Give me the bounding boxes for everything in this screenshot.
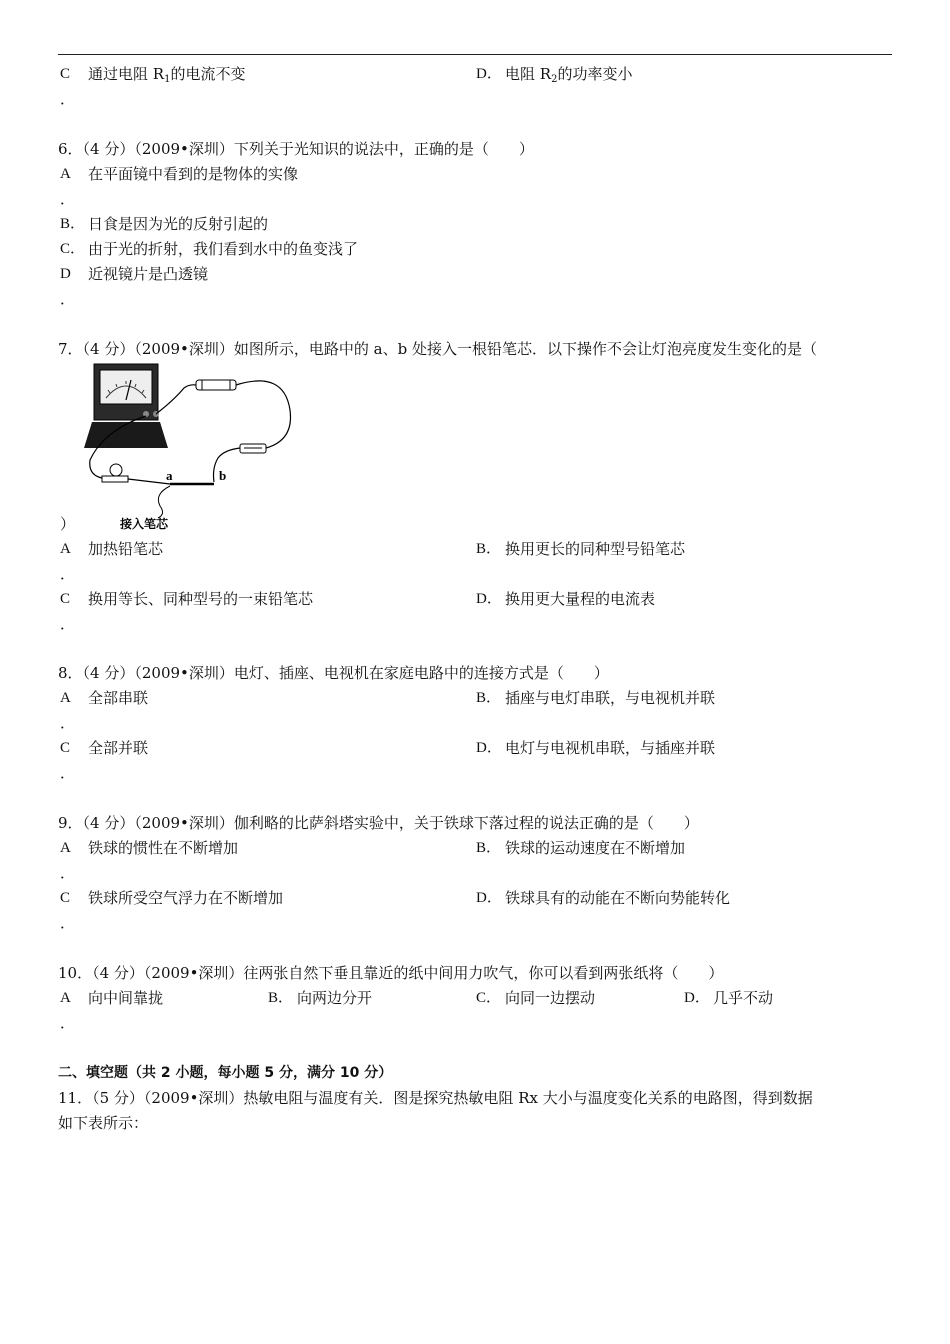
q6-option-d-text: 近视镜片是凸透镜	[88, 265, 209, 283]
q6-option-a-text: 在平面镜中看到的是物体的实像	[88, 165, 299, 183]
q10-option-a-text: 向中间靠拢	[88, 989, 164, 1007]
section-heading: 二、填空题（共 2 小题，每小题 5 分，满分 10 分）	[58, 1065, 393, 1081]
q6-option-a-letter: A	[60, 166, 71, 182]
q9-option-b-letter: B．	[476, 840, 502, 856]
q5-option-c-text: 通过电阻 $R_1$的电流不变	[88, 65, 246, 85]
q6-option-c-text: 由于光的折射，我们看到水中的鱼变浅了	[88, 240, 359, 258]
option-dot: ．	[60, 714, 76, 732]
q7-option-c-letter: C	[60, 591, 71, 607]
q8-option-d-letter: D．	[476, 740, 502, 756]
q8-option-a-letter: A	[60, 690, 71, 706]
q6-option-b-text: 日食是因为光的反射引起的	[88, 215, 269, 233]
q10-option-c-letter: C．	[476, 990, 502, 1006]
q7-option-b-letter: B．	[476, 541, 502, 557]
wire	[214, 448, 241, 482]
q9-option-d-letter: D．	[476, 890, 502, 906]
q6-option-d-letter: D	[60, 266, 71, 282]
bulb-icon	[102, 464, 128, 482]
q5-option-d-letter: D．	[476, 66, 502, 82]
q8-option-a-text: 全部串联	[88, 689, 149, 707]
q7-option-b-text: 换用更长的同种型号铅笔芯	[505, 540, 686, 558]
option-dot: ．	[60, 864, 76, 882]
wire	[128, 479, 170, 484]
q9-option-d-text: 铁球具有的动能在不断向势能转化	[505, 889, 731, 907]
option-dot: ．	[60, 565, 76, 583]
q7-option-d-text: 换用更大量程的电流表	[505, 590, 656, 608]
option-dot: ．	[60, 914, 76, 932]
top-rule	[58, 54, 892, 55]
q7-option-d-letter: D．	[476, 591, 502, 607]
q7-option-a-text: 加热铅笔芯	[88, 540, 164, 558]
q9-option-c-letter: C	[60, 890, 71, 906]
q9-option-a-text: 铁球的惯性在不断增加	[88, 839, 239, 857]
q10-stem: 10．（4 分）（2009•深圳）往两张自然下垂且靠近的纸中间用力吹气，你可以看到两张纸将（ ）	[58, 964, 724, 982]
option-dot: ．	[60, 615, 76, 633]
wire	[236, 381, 291, 448]
q9-option-a-letter: A	[60, 840, 71, 856]
wire	[156, 385, 196, 414]
q8-option-d-text: 电灯与电视机串联，与插座并联	[505, 739, 716, 757]
q6-option-c-letter: C．	[60, 241, 86, 257]
q5-option-d-text: 电阻 $R_2$的功率变小	[505, 65, 633, 85]
q9-option-c-text: 铁球所受空气浮力在不断增加	[88, 889, 284, 907]
option-dot: ．	[60, 190, 76, 208]
q10-option-b-text: 向两边分开	[297, 989, 373, 1007]
q10-option-d-text: 几乎不动	[713, 989, 774, 1007]
q6-stem: 6．（4 分）（2009•深圳）下列关于光知识的说法中，正确的是（ ）	[58, 140, 534, 158]
label-b: b	[219, 468, 227, 483]
q11-stem-line1: 11．（5 分）（2009•深圳）热敏电阻与温度有关．图是探究热敏电阻 Rx 大小与温度变化关系的电路图，得到数据	[58, 1089, 813, 1107]
switch-icon	[240, 444, 266, 453]
resistor-icon	[196, 380, 236, 390]
pointer-line	[158, 486, 170, 518]
q11-stem-line2: 如下表所示：	[58, 1114, 149, 1132]
q7-option-c-text: 换用等长、同种型号的一束铅笔芯	[88, 590, 314, 608]
option-dot: ．	[60, 90, 76, 108]
label-a: a	[166, 468, 173, 483]
q8-option-b-text: 插座与电灯串联，与电视机并联	[505, 689, 716, 707]
q10-option-c-text: 向同一边摆动	[505, 989, 596, 1007]
option-dot: ．	[60, 764, 76, 782]
circuit-figure	[84, 360, 300, 532]
q10-option-b-letter: B．	[268, 990, 294, 1006]
q8-option-c-text: 全部并联	[88, 739, 149, 757]
q5-option-c-letter: C	[60, 66, 71, 82]
q7-option-a-letter: A	[60, 541, 71, 557]
q8-option-c-letter: C	[60, 740, 71, 756]
q10-option-d-letter: D．	[684, 990, 710, 1006]
figure-caption: 接入笔芯	[120, 517, 169, 531]
ammeter-icon	[84, 364, 168, 448]
option-dot: ．	[60, 290, 76, 308]
q9-option-b-text: 铁球的运动速度在不断增加	[505, 839, 686, 857]
q10-option-a-letter: A	[60, 990, 71, 1006]
q8-option-b-letter: B．	[476, 690, 502, 706]
q7-stem-close: ）	[60, 515, 76, 533]
option-dot: ．	[60, 1014, 76, 1032]
q6-option-b-letter: B．	[60, 216, 86, 232]
q9-stem: 9．（4 分）（2009•深圳）伽利略的比萨斜塔实验中，关于铁球下落过程的说法正确的是（ ）	[58, 814, 699, 832]
q7-stem: 7．（4 分）（2009•深圳）如图所示，电路中的 a、b 处接入一根铅笔芯．以下操作不会让灯泡亮度发生变化的是（	[58, 340, 817, 358]
q8-stem: 8．（4 分）（2009•深圳）电灯、插座、电视机在家庭电路中的连接方式是（ ）	[58, 664, 609, 682]
